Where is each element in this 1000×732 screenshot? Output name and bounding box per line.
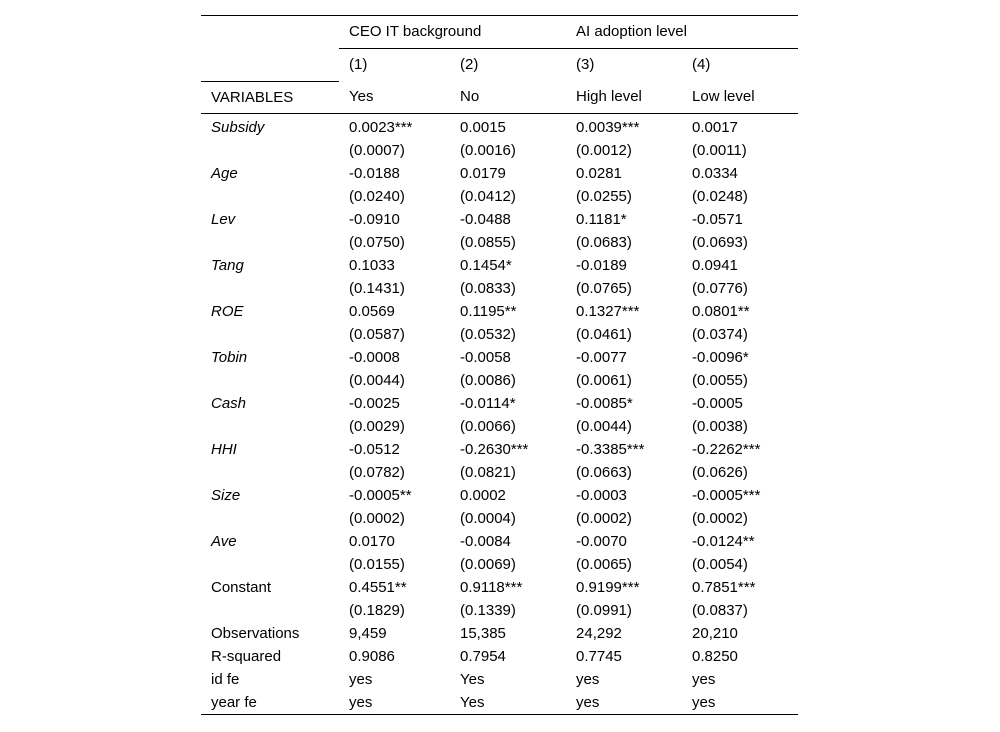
- std-error-cell: (0.1339): [460, 601, 516, 619]
- variables-header: VARIABLES: [201, 81, 339, 113]
- std-error-cell: (0.0007): [349, 141, 405, 159]
- coefficient-cell: -0.0005**: [349, 486, 412, 504]
- footer-row: [201, 622, 798, 645]
- coefficient-cell: 0.0017: [692, 118, 738, 136]
- std-error-cell: (0.0086): [460, 371, 516, 389]
- std-error-cell: (0.0991): [576, 601, 632, 619]
- std-error-row: [201, 185, 798, 208]
- empty-corner-cell: [201, 16, 339, 49]
- std-error-cell: (0.0587): [349, 325, 405, 343]
- footer-value: 9,459: [349, 624, 387, 642]
- group-header-row: [201, 16, 798, 49]
- std-error-row: [201, 231, 798, 254]
- coefficient-cell: -0.0188: [349, 164, 400, 182]
- coefficient-row: [201, 300, 798, 323]
- footer-label: R-squared: [211, 647, 282, 665]
- footer-value: yes: [692, 670, 716, 688]
- column-label: Low level: [682, 81, 798, 113]
- std-error-cell: (0.0693): [692, 233, 748, 251]
- std-error-cell: (0.0683): [576, 233, 632, 251]
- coefficient-cell: 0.1454*: [460, 256, 512, 274]
- group-ceo-it-background: CEO IT background: [339, 16, 566, 49]
- std-error-cell: (0.0461): [576, 325, 632, 343]
- std-error-cell: (0.0061): [576, 371, 632, 389]
- coefficient-cell: -0.0005: [692, 394, 743, 412]
- variable-name: Ave: [211, 532, 237, 550]
- std-error-row: [201, 553, 798, 576]
- empty-cell: [201, 461, 339, 484]
- coefficient-cell: 0.4551**: [349, 578, 407, 596]
- coefficient-cell: 0.0015: [460, 118, 506, 136]
- std-error-row: [201, 415, 798, 438]
- variable-name: Tobin: [211, 348, 248, 366]
- coefficient-cell: 0.1033: [349, 256, 395, 274]
- std-error-cell: (0.0663): [576, 463, 632, 481]
- coefficient-row: [201, 392, 798, 415]
- std-error-cell: (0.0029): [349, 417, 405, 435]
- footer-row: [201, 645, 798, 668]
- std-error-row: [201, 139, 798, 162]
- std-error-cell: (0.0155): [349, 555, 405, 573]
- std-error-cell: (0.0248): [692, 187, 748, 205]
- coefficient-cell: 0.0179: [460, 164, 506, 182]
- std-error-cell: (0.0004): [460, 509, 516, 527]
- footer-value: 0.7745: [576, 647, 622, 665]
- coefficient-cell: -0.0008: [349, 348, 400, 366]
- empty-cell: [201, 139, 339, 162]
- std-error-cell: (0.0782): [349, 463, 405, 481]
- std-error-cell: (0.0002): [349, 509, 405, 527]
- coefficient-cell: 0.0023***: [349, 118, 413, 136]
- variable-name: Tang: [211, 256, 244, 274]
- empty-cell: [201, 185, 339, 208]
- coefficient-cell: 0.0569: [349, 302, 395, 320]
- coefficient-cell: -0.0910: [349, 210, 400, 228]
- coefficient-row: [201, 113, 798, 139]
- footer-value: yes: [349, 670, 373, 688]
- coefficient-cell: -0.0077: [576, 348, 627, 366]
- empty-cell: [201, 415, 339, 438]
- column-number: (1): [349, 56, 368, 73]
- variable-name: HHI: [211, 440, 237, 458]
- coefficient-cell: 0.0170: [349, 532, 395, 550]
- std-error-row: [201, 507, 798, 530]
- footer-value: 0.9086: [349, 647, 395, 665]
- variable-name: Size: [211, 486, 241, 504]
- footer-value: 15,385: [460, 624, 506, 642]
- footer-value: yes: [566, 691, 682, 715]
- coefficient-cell: -0.0005***: [692, 486, 761, 504]
- coefficient-cell: -0.3385***: [576, 440, 645, 458]
- coefficient-cell: -0.0189: [576, 256, 627, 274]
- coefficient-cell: -0.0084: [460, 532, 511, 550]
- coefficient-row: [201, 438, 798, 461]
- footer-value: 20,210: [692, 624, 738, 642]
- std-error-cell: (0.0750): [349, 233, 405, 251]
- std-error-cell: (0.0855): [460, 233, 516, 251]
- footer-value: 0.8250: [692, 647, 738, 665]
- column-number: (3): [576, 56, 595, 73]
- column-label: High level: [566, 81, 682, 113]
- std-error-cell: (0.0016): [460, 141, 516, 159]
- std-error-cell: (0.0821): [460, 463, 516, 481]
- std-error-cell: (0.0255): [576, 187, 632, 205]
- coefficient-cell: -0.0124**: [692, 532, 755, 550]
- coefficient-cell: 0.0801**: [692, 302, 750, 320]
- coefficient-cell: -0.0096*: [692, 348, 749, 366]
- std-error-row: [201, 277, 798, 300]
- column-number: (2): [460, 56, 479, 73]
- std-error-cell: (0.0374): [692, 325, 748, 343]
- std-error-cell: (0.0065): [576, 555, 632, 573]
- variable-name: ROE: [211, 302, 244, 320]
- footer-value: yes: [576, 670, 600, 688]
- std-error-cell: (0.0069): [460, 555, 516, 573]
- coefficient-cell: -0.2262***: [692, 440, 761, 458]
- std-error-cell: (0.0055): [692, 371, 748, 389]
- std-error-cell: (0.0765): [576, 279, 632, 297]
- table-body: [201, 16, 798, 715]
- coefficient-row: [201, 346, 798, 369]
- coefficient-cell: 0.0334: [692, 164, 738, 182]
- footer-label: Observations: [211, 624, 300, 642]
- std-error-row: [201, 323, 798, 346]
- coefficient-cell: 0.7851***: [692, 578, 756, 596]
- coefficient-cell: -0.2630***: [460, 440, 529, 458]
- regression-table: [201, 15, 798, 715]
- coefficient-row: [201, 208, 798, 231]
- std-error-cell: (0.0044): [576, 417, 632, 435]
- std-error-cell: (0.0833): [460, 279, 516, 297]
- column-number: (4): [692, 56, 711, 73]
- std-error-cell: (0.0011): [692, 141, 747, 159]
- variable-name: Lev: [211, 210, 236, 228]
- coefficient-cell: -0.0114*: [460, 394, 516, 412]
- footer-value: Yes: [460, 670, 485, 688]
- group-ai-adoption-level: AI adoption level: [566, 16, 798, 49]
- footer-row: [201, 668, 798, 691]
- std-error-cell: (0.0626): [692, 463, 748, 481]
- empty-cell: [201, 369, 339, 392]
- variable-name: Cash: [211, 394, 247, 412]
- constant-se-row: [201, 599, 798, 622]
- std-error-cell: (0.0012): [576, 141, 632, 159]
- std-error-cell: (0.1829): [349, 601, 405, 619]
- coefficient-cell: 0.0941: [692, 256, 738, 274]
- footer-value: 24,292: [576, 624, 622, 642]
- footer-value: yes: [682, 691, 798, 715]
- regression-table-container: [201, 15, 798, 715]
- std-error-cell: (0.0532): [460, 325, 516, 343]
- std-error-cell: (0.0066): [460, 417, 516, 435]
- constant-row: [201, 576, 798, 599]
- coefficient-row: [201, 530, 798, 553]
- coefficient-cell: 0.1327***: [576, 302, 640, 320]
- footer-value: 0.7954: [460, 647, 506, 665]
- empty-cell: [201, 507, 339, 530]
- empty-cell: [201, 277, 339, 300]
- column-label: Yes: [339, 81, 450, 113]
- coefficient-cell: -0.0070: [576, 532, 627, 550]
- footer-label: id fe: [211, 670, 240, 688]
- coefficient-cell: 0.1181*: [576, 210, 627, 228]
- coefficient-row: [201, 254, 798, 277]
- coefficient-row: [201, 162, 798, 185]
- coefficient-row: [201, 484, 798, 507]
- std-error-cell: (0.0412): [460, 187, 516, 205]
- std-error-cell: (0.0038): [692, 417, 748, 435]
- coefficient-cell: -0.0085*: [576, 394, 633, 412]
- footer-label: year fe: [201, 691, 339, 715]
- std-error-cell: (0.0240): [349, 187, 405, 205]
- column-label-row: [201, 81, 798, 113]
- coefficient-cell: -0.0512: [349, 440, 400, 458]
- coefficient-cell: -0.0571: [692, 210, 743, 228]
- std-error-cell: (0.0837): [692, 601, 748, 619]
- empty-cell: [201, 231, 339, 254]
- coefficient-cell: -0.0025: [349, 394, 400, 412]
- column-label: No: [450, 81, 566, 113]
- std-error-cell: (0.0002): [576, 509, 632, 527]
- footer-value: Yes: [450, 691, 566, 715]
- coefficient-cell: 0.1195**: [460, 302, 517, 320]
- std-error-cell: (0.0054): [692, 555, 748, 573]
- coefficient-cell: 0.9199***: [576, 578, 640, 596]
- coefficient-cell: 0.0002: [460, 486, 506, 504]
- coefficient-cell: 0.0039***: [576, 118, 640, 136]
- std-error-cell: (0.0044): [349, 371, 405, 389]
- coefficient-cell: -0.0488: [460, 210, 511, 228]
- empty-number-cell: [201, 49, 339, 82]
- footer-row: [201, 691, 798, 715]
- coefficient-cell: 0.9118***: [460, 578, 523, 596]
- constant-label: Constant: [211, 578, 272, 596]
- coefficient-cell: -0.0003: [576, 486, 627, 504]
- footer-value: yes: [339, 691, 450, 715]
- std-error-cell: (0.0002): [692, 509, 748, 527]
- coefficient-cell: 0.0281: [576, 164, 622, 182]
- empty-cell: [201, 323, 339, 346]
- coefficient-cell: -0.0058: [460, 348, 511, 366]
- std-error-row: [201, 369, 798, 392]
- variable-name: Age: [211, 164, 238, 182]
- empty-cell: [201, 599, 339, 622]
- std-error-cell: (0.1431): [349, 279, 405, 297]
- empty-cell: [201, 553, 339, 576]
- variable-name: Subsidy: [211, 118, 265, 136]
- std-error-cell: (0.0776): [692, 279, 748, 297]
- column-number-row: [201, 49, 798, 82]
- std-error-row: [201, 461, 798, 484]
